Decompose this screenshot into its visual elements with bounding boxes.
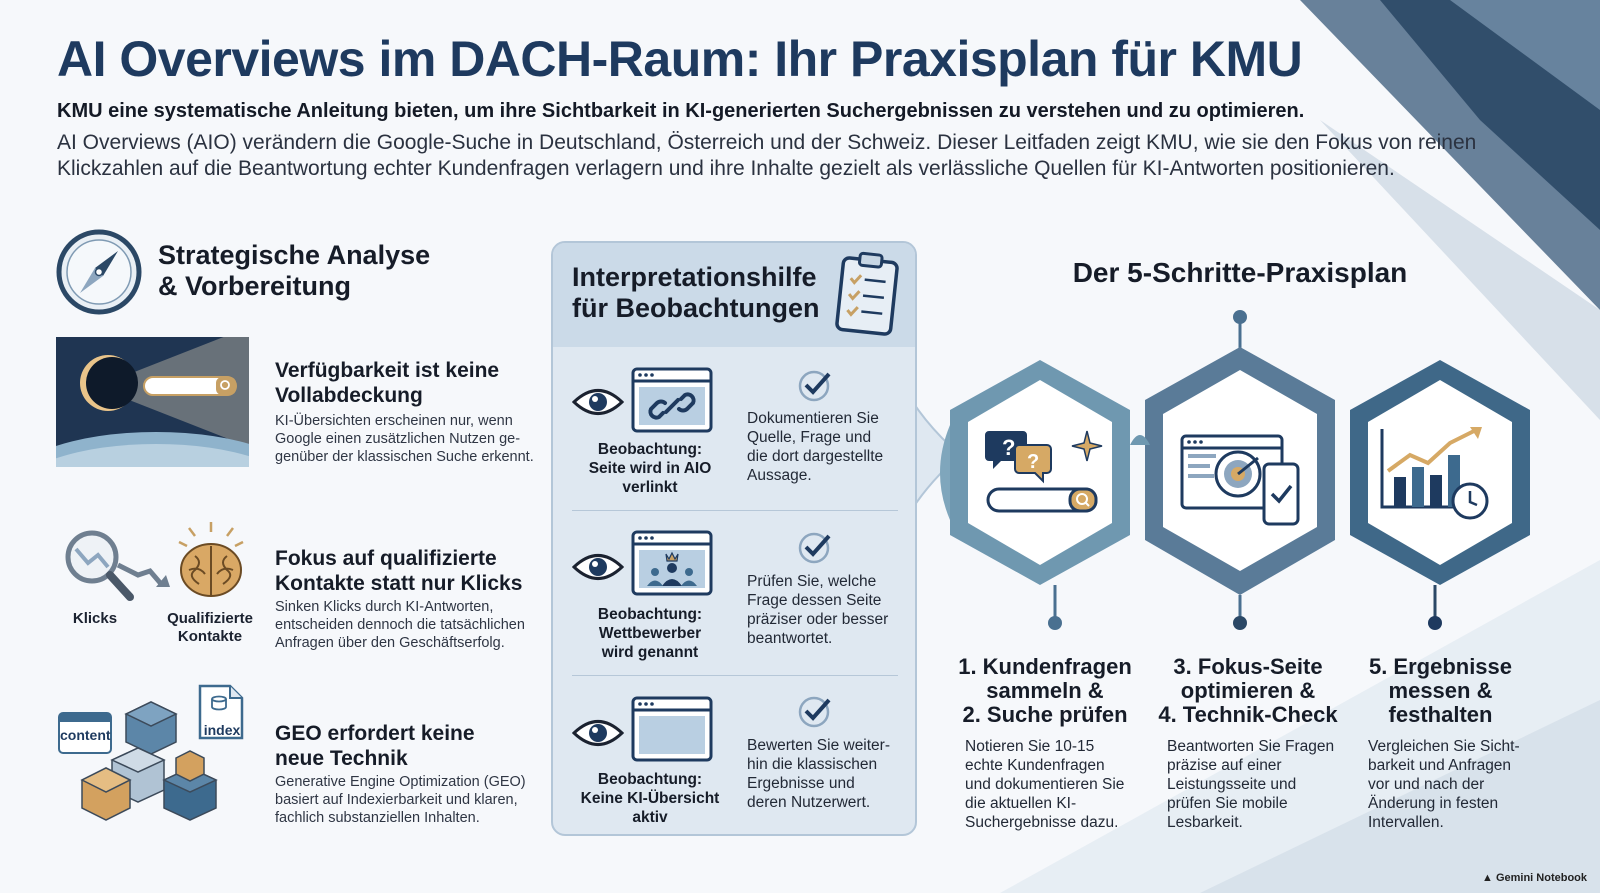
link-window-icon	[631, 367, 713, 433]
interpretation-panel-title	[572, 262, 842, 324]
item-3-title-line-2: neue Technik	[275, 747, 408, 770]
eye-icon	[572, 385, 624, 419]
step-3-title-line-2: messen &	[1388, 678, 1493, 703]
item-2-text	[275, 598, 565, 652]
footer-brand-label: Gemini Notebook	[1495, 872, 1588, 884]
qualified-contacts-line-2: Kontakte	[177, 628, 243, 645]
step-1-title-line-1: 1. Kundenfragen	[958, 654, 1132, 679]
step-3-text-line-1: Vergleichen Sie Sicht-	[1368, 738, 1520, 755]
steps-title: Der 5-Schritte-Praxisplan	[1072, 257, 1408, 288]
target-device-icon	[1180, 432, 1302, 528]
obs-3-line-3: aktiv	[632, 809, 668, 826]
item-1-text-line-3: genüber der klassischen Suche erkennt.	[275, 449, 534, 465]
step-5-text	[1368, 737, 1548, 832]
magnifier-trend-icon	[58, 527, 173, 607]
content-tag-label: content	[60, 727, 111, 743]
step-2-title-line-3: 4. Technik-Check	[1158, 702, 1338, 727]
step-1-title-line-2: sammeln &	[986, 678, 1104, 703]
step-5-title	[1358, 655, 1523, 727]
left-heading-line-1: Strategische Analyse	[158, 240, 431, 270]
obs-3-line-2: Keine KI-Übersicht	[580, 790, 720, 807]
item-2-title	[275, 546, 565, 596]
question-bubbles-icon	[985, 425, 1105, 520]
item-1-title-line-1: Verfügbarkeit ist keine	[275, 359, 500, 382]
item-2-title-line-1: Fokus auf qualifizierte	[275, 547, 497, 570]
item-3-text-line-3: fachlich substanziellen Inhalten.	[275, 810, 480, 826]
obs-3-text-line-4: deren Nutzerwert.	[747, 794, 871, 811]
step-2-title-line-1: 3. Fokus-Seite	[1173, 654, 1323, 679]
growth-chart-icon	[1378, 425, 1496, 525]
left-section-heading	[158, 240, 478, 302]
obs-2-text-line-4: beantwortet.	[747, 630, 833, 647]
intro-text	[57, 130, 1477, 182]
item-1-text-line-2: Google einen zusätzlichen Nutzen ge-	[275, 431, 521, 447]
step-2-text-line-4: prüfen Sie mobile	[1167, 795, 1288, 812]
step-2-text-line-2: präzise auf einer	[1167, 757, 1282, 774]
observation-3-label	[572, 770, 728, 827]
step-1-text-line-2: echte Kundenfragen	[965, 757, 1105, 774]
obs-2-line-2: Wettbewerber	[598, 625, 702, 642]
obs-2-line-3: wird genannt	[601, 644, 699, 661]
observation-1-label	[572, 440, 728, 497]
item-1-title-line-2: Vollabdeckung	[275, 384, 423, 407]
step-2-text-line-3: Leistungsseite und	[1167, 776, 1297, 793]
step-2-title-line-2: optimieren &	[1180, 678, 1316, 703]
gemini-logo-icon: ▲	[1482, 872, 1493, 884]
step-3-4-title	[1158, 655, 1338, 727]
clipboard-icon	[832, 250, 902, 336]
clicks-label: Klicks	[72, 610, 118, 627]
item-2-title-line-2: Kontakte statt nur Klicks	[275, 572, 523, 595]
item-2-text-line-3: Anfragen über den Geschäftserfolg.	[275, 635, 505, 651]
check-icon	[797, 694, 833, 728]
item-3-text	[275, 773, 565, 827]
mid-title-line-2: für Beobachtungen	[572, 293, 820, 323]
obs-1-text-line-3: die dort dargestellte	[747, 448, 884, 465]
observation-2-text	[747, 572, 912, 648]
empty-window-icon	[631, 696, 713, 762]
obs-3-text-line-2: hin die klassischen	[747, 756, 878, 773]
step-3-text-line-3: vor und nach der	[1368, 776, 1485, 793]
obs-3-text-line-3: Ergebnisse und	[747, 775, 855, 792]
mid-title-line-1: Interpretationshilfe	[572, 262, 817, 292]
item-2-text-line-2: entscheiden dennoch die tatsächlichen	[275, 617, 525, 633]
item-1-title	[275, 358, 565, 408]
step-1-title-line-3: 2. Suche prüfen	[962, 702, 1128, 727]
obs-1-line-3: verlinkt	[622, 479, 678, 496]
item-2-text-line-1: Sinken Klicks durch KI-Antworten,	[275, 599, 494, 615]
step-3-text-line-2: barkeit und Anfragen	[1368, 757, 1512, 774]
item-3-text-line-2: basiert auf Indexierbarkeit und klaren,	[275, 792, 518, 808]
obs-1-line-2: Seite wird in AIO	[588, 460, 712, 477]
intro-line-1: AI Overviews (AIO) verändern die Google-Suche in Deutschland, Österreich und der Schweiz. Dieser Leitfaden zeigt KMU, wie sie den Fokus von reinen	[57, 131, 1477, 154]
eye-icon	[572, 550, 624, 584]
item-1-text-line-1: KI-Übersichten erscheinen nur, wenn	[275, 413, 513, 429]
svg-text:?: ?	[1027, 451, 1040, 473]
step-3-title-line-3: festhalten	[1388, 702, 1493, 727]
item-3-text-line-1: Generative Engine Optimization (GEO)	[275, 774, 526, 790]
content-tag	[58, 712, 112, 754]
intro-line-2: Klickzahlen auf die Beantwortung echter Kundenfragen verlagern und ihre Inhalte gezielt als verlässliche Quellen für KI-Antworten positionieren.	[57, 157, 1395, 180]
obs-2-line-1: Beobachtung:	[597, 606, 703, 623]
eclipse-search-icon	[56, 337, 249, 467]
item-1-text	[275, 412, 565, 466]
step-3-text-line-4: Änderung in festen	[1368, 795, 1499, 812]
page-title: AI Overviews im DACH-Raum: Ihr Praxisplan für KMU	[57, 31, 1303, 87]
step-1-2-text	[965, 737, 1145, 832]
step-2-text-line-5: Lesbarkeit.	[1167, 814, 1243, 831]
step-1-text-line-4: die aktuellen KI-	[965, 795, 1077, 812]
qualified-contacts-line-1: Qualifizierte	[167, 610, 253, 627]
compass-icon	[56, 229, 142, 315]
svg-text:?: ?	[1002, 435, 1016, 460]
competitor-window-icon	[631, 530, 713, 596]
brain-icon	[175, 520, 247, 602]
step-3-4-text	[1167, 737, 1347, 832]
step-1-text-line-1: Notieren Sie 10-15	[965, 738, 1095, 755]
divider-2	[572, 675, 898, 676]
obs-1-line-1: Beobachtung:	[597, 441, 703, 458]
check-icon	[797, 368, 833, 402]
qualified-contacts-label	[160, 610, 260, 646]
obs-2-text-line-1: Prüfen Sie, welche	[747, 573, 877, 590]
footer-brand	[1482, 872, 1587, 884]
obs-2-text-line-2: Frage dessen Seite	[747, 592, 882, 609]
step-1-2-title	[955, 655, 1135, 727]
obs-1-text-line-4: Aussage.	[747, 467, 812, 484]
observation-2-label	[572, 605, 728, 662]
step-1-text-line-5: Suchergebnisse dazu.	[965, 814, 1119, 831]
obs-1-text-line-1: Dokumentieren Sie	[747, 410, 879, 427]
obs-2-text-line-3: präziser oder besser	[747, 611, 889, 628]
step-1-text-line-3: und dokumentieren Sie	[965, 776, 1125, 793]
observation-3-text	[747, 736, 912, 812]
step-3-title-line-1: 5. Ergebnisse	[1368, 654, 1513, 679]
step-3-text-line-5: Intervallen.	[1368, 814, 1444, 831]
left-heading-line-2: & Vorbereitung	[158, 271, 352, 301]
obs-1-text-line-2: Quelle, Frage und	[747, 429, 872, 446]
page-subtitle: KMU eine systematische Anleitung bieten, um ihre Sichtbarkeit in KI-generierten Suchergebnissen zu verstehen und zu optimieren.	[57, 100, 1305, 122]
observation-1-text	[747, 409, 912, 485]
divider-1	[572, 510, 898, 511]
obs-3-text-line-1: Bewerten Sie weiter-	[747, 737, 891, 754]
step-2-text-line-1: Beantworten Sie Fragen	[1167, 738, 1335, 755]
check-icon	[797, 530, 833, 564]
item-3-title	[275, 721, 565, 771]
item-3-title-line-1: GEO erfordert keine	[275, 722, 475, 745]
obs-3-line-1: Beobachtung:	[597, 771, 703, 788]
index-tag-label: index	[203, 722, 241, 738]
eye-icon	[572, 716, 624, 750]
